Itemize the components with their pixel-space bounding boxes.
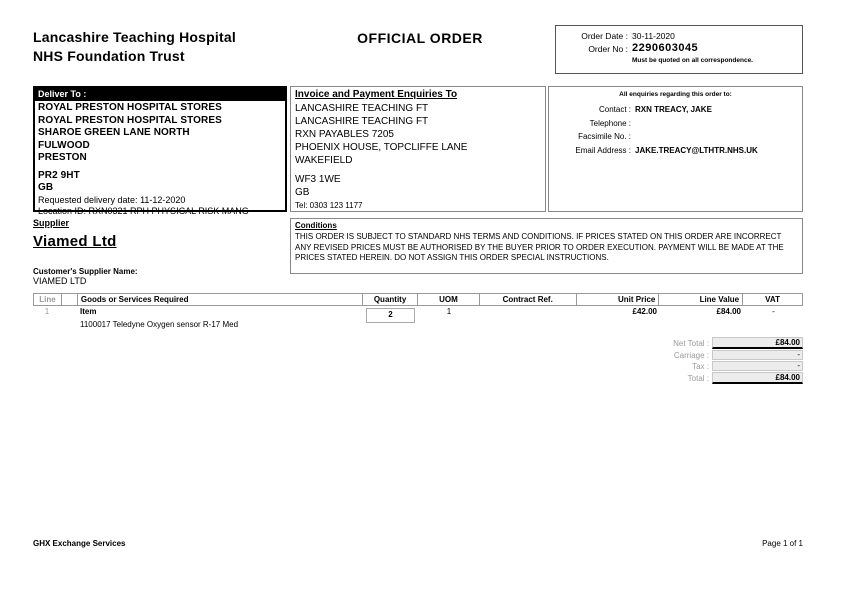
supplier-label: Supplier <box>33 218 70 228</box>
telephone-label: Telephone : <box>589 118 631 128</box>
col-header-contract-ref: Contract Ref. <box>480 294 577 305</box>
facsimile-label: Facsimile No. : <box>578 132 631 141</box>
order-no-note: Must be quoted on all correspondence. <box>632 57 753 64</box>
tax-value: - <box>712 361 803 371</box>
deliver-line: FULWOOD <box>38 139 90 151</box>
facsimile-row <box>553 130 798 144</box>
item-description: 1100017 Teledyne Oxygen sensor R-17 Med <box>80 320 239 329</box>
deliver-country: GB <box>38 182 54 193</box>
col-header-blank <box>62 294 78 305</box>
cell-blank <box>61 306 77 331</box>
deliver-line: PRESTON <box>38 152 87 163</box>
totals-section <box>520 337 803 385</box>
col-header-quantity: Quantity <box>363 294 418 305</box>
invoice-line: PHOENIX HOUSE, TOPCLIFFE LANE <box>295 142 468 153</box>
order-no-value: 2290603045 <box>632 42 699 54</box>
tax-label: Tax : <box>692 361 709 371</box>
invoice-postcode: WF3 1WE <box>295 174 341 185</box>
table-header-row <box>33 293 803 306</box>
cell-line-number: 1 <box>44 307 50 316</box>
email-row <box>553 144 798 158</box>
supplier-name: Viamed Ltd <box>33 233 117 250</box>
enquiries-heading: All enquiries regarding this order to: <box>619 91 732 98</box>
document-title: OFFICIAL ORDER <box>357 30 483 46</box>
trust-name-line2: NHS Foundation Trust <box>33 48 185 64</box>
carriage-row <box>520 350 803 360</box>
carriage-label: Carriage : <box>673 350 709 360</box>
requested-delivery-date: Requested delivery date: 11-12-2020 <box>38 194 186 205</box>
email-value: JAKE.TREACY@LTHTR.NHS.UK <box>635 145 758 155</box>
invoice-line: WAKEFIELD <box>295 155 353 166</box>
deliver-to-box <box>33 86 287 216</box>
cell-contract-ref <box>480 306 577 331</box>
tax-row <box>520 361 803 371</box>
customer-supplier-name: VIAMED LTD <box>33 276 87 286</box>
trust-name-line1: Lancashire Teaching Hospital <box>33 29 236 45</box>
deliver-to-header: Deliver To : <box>35 88 285 101</box>
trust-name <box>33 28 236 66</box>
customer-supplier-label: Customer's Supplier Name: <box>33 267 138 276</box>
col-header-uom: UOM <box>418 294 480 305</box>
order-items-table <box>33 293 803 331</box>
total-value: £84.00 <box>712 372 803 384</box>
carriage-value: - <box>712 350 803 360</box>
total-label: Total : <box>687 373 709 383</box>
deliver-postcode: PR2 9HT <box>38 169 80 181</box>
cell-unit-price: £42.00 <box>632 307 657 316</box>
order-date-row <box>556 30 802 42</box>
email-label: Email Address : <box>575 145 631 155</box>
net-total-row <box>520 337 803 349</box>
cell-vat: - <box>772 307 775 316</box>
table-row <box>33 306 803 331</box>
invoice-line: LANCASHIRE TEACHING FT <box>295 116 429 127</box>
contact-label: Contact : <box>598 105 631 114</box>
contact-value: RXN TREACY, JAKE <box>635 105 712 114</box>
footer-page-number: Page 1 of 1 <box>762 539 803 548</box>
cell-goods <box>77 306 363 331</box>
order-date-value: 30-11-2020 <box>632 31 675 41</box>
footer-service-name: GHX Exchange Services <box>33 539 126 548</box>
invoice-enquiries-header: Invoice and Payment Enquiries To <box>295 89 458 100</box>
col-header-line-value: Line Value <box>659 294 743 305</box>
conditions-box <box>290 218 803 274</box>
col-header-line: Line <box>34 294 62 305</box>
deliver-to-address <box>35 101 285 219</box>
total-row <box>520 372 803 384</box>
net-total-value: £84.00 <box>712 337 803 349</box>
invoice-enquiries-box <box>290 86 546 212</box>
order-date-label: Order Date : <box>581 31 628 41</box>
cell-uom: 1 <box>446 307 452 316</box>
cell-line-value: £84.00 <box>716 307 741 316</box>
deliver-line: SHAROE GREEN LANE NORTH <box>38 127 190 138</box>
deliver-line: ROYAL PRESTON HOSPITAL STORES <box>38 102 222 113</box>
order-enquiries-box <box>548 86 803 212</box>
order-info-box <box>555 25 803 74</box>
net-total-label: Net Total : <box>673 338 709 348</box>
contact-row <box>553 103 798 117</box>
telephone-row <box>553 117 798 131</box>
invoice-line: LANCASHIRE TEACHING FT <box>295 103 429 114</box>
cell-quantity <box>363 306 418 331</box>
conditions-text: THIS ORDER IS SUBJECT TO STANDARD NHS TERMS AND CONDITIONS. IF PRICES STATED ON THIS ORDER ARE INCORRECT ANY REVISED PRICES MUST BE AUTHORISED BY THE BUYER PRIOR TO ORDER EXECUTION. PAYMENT WILL BE MADE AT THE PRICES STATED HEREIN. DO NOT ASSIGN THIS ORDER SPECIAL INSTRUCTIONS. <box>295 232 784 262</box>
col-header-goods: Goods or Services Required <box>78 294 363 305</box>
invoice-telephone: Tel: 0303 123 1177 <box>295 201 363 210</box>
order-no-label: Order No : <box>588 44 628 54</box>
col-header-vat: VAT <box>765 295 780 304</box>
quantity-value: 2 <box>366 308 415 323</box>
item-label: Item <box>80 307 97 316</box>
invoice-line: RXN PAYABLES 7205 <box>295 129 394 140</box>
invoice-country: GB <box>295 187 310 198</box>
order-no-row <box>556 42 802 56</box>
supplier-section <box>33 218 283 286</box>
deliver-line: ROYAL PRESTON HOSPITAL STORES <box>38 114 222 126</box>
col-header-unit-price: Unit Price <box>577 294 660 305</box>
location-id: Location ID: RXN0321 RPH PHYSICAL RISK MANG <box>38 206 249 216</box>
conditions-label: Conditions <box>295 221 337 230</box>
